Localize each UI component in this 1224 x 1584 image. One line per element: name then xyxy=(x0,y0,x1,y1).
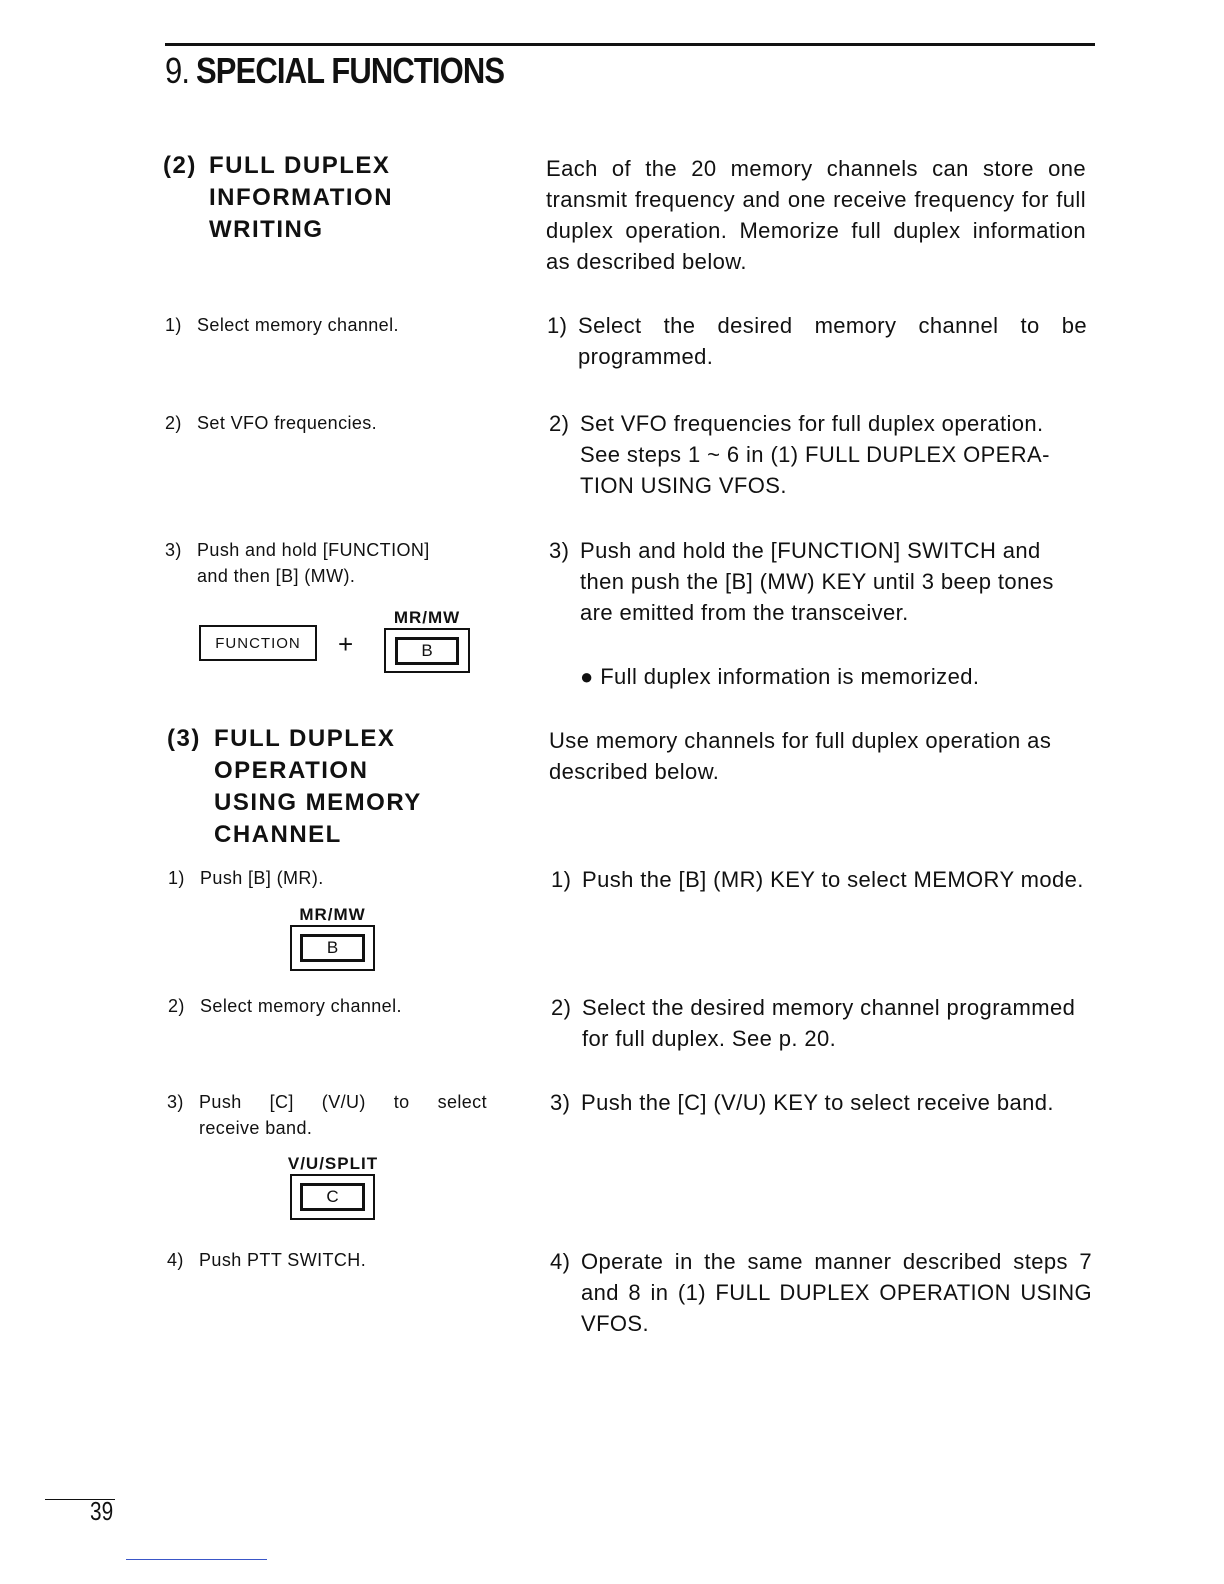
header-rule xyxy=(165,43,1095,46)
s3-step3-left: 3) Push [C] (V/U) to select receive band. xyxy=(167,1092,487,1138)
vusplit-label: V/U/SPLIT xyxy=(287,1154,379,1173)
section-2-intro: Each of the 20 memory channels can store one transmit frequency and one receive frequency for full duplex operation. Memorize full duplex information as described below. xyxy=(546,156,1086,274)
s2-step3-left: 3) Push and hold [FUNCTION] and then [B] (MW). xyxy=(165,540,430,586)
b-key-2[interactable] xyxy=(290,925,375,971)
s3-step1-right: 1) Push the [B] (MR) KEY to select MEMORY mode. xyxy=(551,867,1084,892)
bottom-underline xyxy=(126,1559,267,1560)
s2-step1-right: 1) Select the desired memory channel to be programmed. xyxy=(547,313,1087,369)
s2-step1-left: 1) Select memory channel. xyxy=(165,315,399,335)
chapter-heading xyxy=(165,50,504,92)
section-3-index: (3) xyxy=(167,725,201,752)
b-key-cap: B xyxy=(395,637,459,665)
chapter-title: SPECIAL FUNCTIONS xyxy=(195,50,505,91)
bullet-icon: ● xyxy=(580,664,601,689)
function-switch[interactable]: FUNCTION xyxy=(199,625,317,661)
section-3-title: (3) FULL DUPLEX OPERATION USING MEMORY CHANNEL xyxy=(167,725,422,848)
c-key[interactable] xyxy=(290,1174,375,1220)
b-key[interactable] xyxy=(384,628,470,673)
section-2-index: (2) xyxy=(163,152,197,179)
s3-step3-right: 3) Push the [C] (V/U) KEY to select receive band. xyxy=(550,1090,1054,1115)
plus-sign: + xyxy=(338,629,354,659)
mrmw-label: MR/MW xyxy=(393,608,461,627)
b-key-cap-2: B xyxy=(300,934,365,962)
s2-step2-right: 2) Set VFO frequencies for full duplex operation. See steps 1 ~ 6 in (1) FULL DUPLEX OPERA-TION USING VFOS. xyxy=(549,411,1050,498)
s3-step2-right: 2) Select the desired memory channel programmed for full duplex. See p. 20. xyxy=(551,995,1076,1051)
page-number: 39 xyxy=(90,1496,114,1526)
s2-step3-right: 3) Push and hold the [FUNCTION] SWITCH and then push the [B] (MW) KEY until 3 beep tones are emitted from the transceiver. xyxy=(549,538,1054,625)
section-3-intro: Use memory channels for full duplex operation as described below. xyxy=(549,728,1052,784)
s3-step4-left: 4) Push PTT SWITCH. xyxy=(167,1250,367,1270)
s2-step2-left: 2) Set VFO frequencies. xyxy=(165,413,378,433)
mrmw-label-2: MR/MW xyxy=(299,905,366,924)
memorized-bullet: ● Full duplex information is memorized. xyxy=(580,664,980,689)
s3-step4-right: 4) Operate in the same manner described steps 7 and 8 in (1) FULL DUPLEX OPERATION USING VFOS. xyxy=(550,1249,1092,1336)
chapter-number: 9. xyxy=(165,50,190,91)
c-key-cap: C xyxy=(300,1183,365,1211)
s3-step2-left: 2) Select memory channel. xyxy=(168,996,402,1016)
section-2-title: (2) FULL DUPLEX INFORMATION WRITING xyxy=(163,152,394,243)
s3-step1-left: 1) Push [B] (MR). xyxy=(168,868,324,888)
